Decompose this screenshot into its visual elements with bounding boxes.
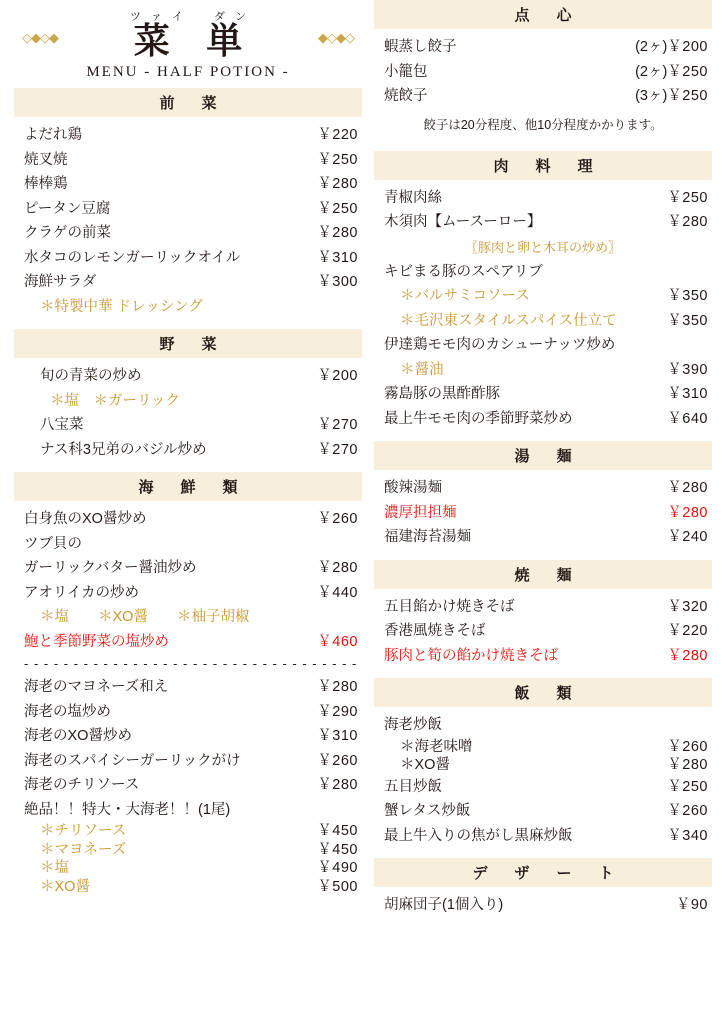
- menu-item-name: ＊チリソース: [40, 823, 127, 839]
- menu-item-name: 蟹レタス炒飯: [384, 803, 471, 819]
- menu-item-quantity: (3ヶ): [635, 88, 668, 104]
- menu-item-name: 五目炒飯: [384, 778, 442, 795]
- section-heading: 海 鮮 類: [14, 472, 362, 501]
- menu-item-row: [14, 630, 362, 655]
- menu-item-name: ＊特製中華 ドレッシング: [40, 298, 203, 315]
- menu-item-row: [374, 595, 712, 620]
- item-description: 〖豚肉と卵と木耳の炒め〗: [464, 239, 621, 255]
- menu-item-name: 福建海苔湯麺: [384, 529, 471, 545]
- menu-item-price: ￥200: [667, 39, 708, 55]
- menu-item-row: [14, 556, 362, 581]
- menu-item-name: 海老のXO醤炒め: [24, 728, 132, 744]
- menu-item-name: 酸辣湯麺: [384, 480, 442, 496]
- menu-item-name: 海老の塩炒め: [24, 703, 111, 720]
- menu-item-name: ＊塩 ＊XO醤 ＊柚子胡椒: [40, 609, 250, 625]
- menu-section: [14, 472, 362, 896]
- menu-item-price: ￥260: [317, 511, 358, 527]
- section-heading: 点 心: [374, 0, 712, 29]
- menu-item-price: ￥250: [317, 200, 358, 217]
- section-note: 餃子は20分程度、他10分程度かかります。: [423, 117, 663, 132]
- section-heading: デ ザ ー ト: [374, 858, 712, 887]
- menu-item-name: 蝦蒸し餃子: [384, 39, 457, 55]
- title-furigana: ツァイ ダン: [130, 11, 256, 23]
- menu-item-name: ツブ貝の: [24, 535, 82, 552]
- menu-item-name: 鮑と季節野菜の塩炒め: [24, 633, 169, 650]
- menu-item-row: [374, 824, 712, 849]
- menu-item-row: [374, 186, 712, 211]
- menu-item-row: [374, 525, 712, 550]
- menu-item-row: [14, 389, 362, 414]
- menu-item-price: ￥300: [317, 274, 358, 290]
- menu-item-price: ￥390: [667, 361, 708, 378]
- menu-item-row: [14, 364, 362, 389]
- menu-item-price: ￥290: [317, 703, 358, 720]
- menu-item-name: ＊塩: [40, 860, 69, 876]
- menu-item-row: [374, 738, 712, 757]
- menu-item-price: ￥350: [667, 312, 708, 329]
- menu-item-name: 絶品！！特大・大海老！！(1尾): [24, 801, 231, 818]
- menu-item-price: ￥280: [667, 757, 708, 773]
- menu-item-price: ￥200: [317, 368, 358, 384]
- menu-item-price: ￥260: [667, 803, 708, 819]
- menu-item-name: 伊達鶏モモ肉のカシューナッツ炒め: [384, 337, 616, 353]
- menu-item-name: 濃厚担担麺: [384, 504, 457, 521]
- menu-item-row: [14, 878, 362, 897]
- section-heading: 飯 類: [374, 678, 712, 707]
- menu-item-row: [14, 246, 362, 271]
- menu-item-row: [374, 501, 712, 526]
- menu-item-row: [14, 438, 362, 463]
- menu-item-name: 八宝菜: [40, 417, 84, 433]
- menu-item-name: 水タコのレモンガーリックオイル: [24, 249, 241, 266]
- menu-item-price: ￥260: [317, 752, 358, 769]
- menu-item-row: [14, 295, 362, 320]
- menu-item-price: ￥220: [667, 623, 708, 639]
- menu-item-name: 小籠包: [384, 63, 428, 80]
- menu-item-price: ￥220: [317, 127, 358, 143]
- menu-section: [14, 88, 362, 319]
- menu-item-row: [374, 260, 712, 285]
- menu-item-price: ￥350: [667, 288, 708, 304]
- menu-item-name: キビまる豚のスペアリブ: [384, 263, 543, 280]
- menu-item-name: ナス科3兄弟のバジル炒め: [40, 441, 207, 458]
- menu-header: [14, 0, 362, 88]
- menu-item-row: [374, 893, 712, 918]
- menu-item-row: [14, 700, 362, 725]
- menu-item-name: 豚肉と筍の餡かけ焼きそば: [384, 647, 558, 664]
- menu-item-name: 焼餃子: [384, 88, 428, 104]
- menu-item-price: ￥310: [317, 249, 358, 266]
- menu-item-price: ￥270: [317, 441, 358, 458]
- menu-item-row: [374, 619, 712, 644]
- menu-item-price: ￥340: [667, 827, 708, 844]
- menu-section: [374, 151, 712, 432]
- page-title: 菜 単: [133, 20, 255, 62]
- divider-dashed: - - - - - - - - - - - - - - - - - - - - - - - - - - - - - - - - - -: [24, 656, 358, 671]
- menu-item-price: ￥310: [667, 386, 708, 402]
- menu-item-price: ￥260: [667, 738, 708, 755]
- menu-item-name: 海老のチリソース: [24, 777, 140, 793]
- menu-item-name: 焼叉焼: [24, 151, 68, 168]
- menu-item-row: [374, 60, 712, 85]
- menu-item-row: [374, 284, 712, 309]
- menu-item-name: 木須肉【ムースーロー】: [384, 214, 542, 230]
- menu-item-price: ￥270: [317, 417, 358, 433]
- menu-item-name: 青椒肉絲: [384, 189, 442, 206]
- menu-item-name: 胡麻団子(1個入り): [384, 897, 504, 913]
- menu-item-row: [14, 270, 362, 295]
- menu-item-row: [374, 210, 712, 235]
- menu-item-quantity: (2ヶ): [635, 39, 668, 55]
- menu-item-name: 白身魚のXO醤炒め: [24, 511, 147, 527]
- menu-item-price: ￥460: [317, 633, 358, 650]
- menu-item-name: 旬の青菜の炒め: [40, 368, 142, 384]
- menu-item-row: [14, 749, 362, 774]
- menu-item-name: 香港風焼きそば: [384, 623, 486, 639]
- menu-item-name: ガーリックバター醤油炒め: [24, 560, 197, 576]
- menu-item-price: ￥250: [667, 189, 708, 206]
- menu-item-price: ￥490: [317, 860, 358, 876]
- menu-item-price: ￥250: [317, 151, 358, 168]
- menu-item-price: ￥280: [667, 504, 708, 521]
- menu-item-row: [374, 775, 712, 800]
- menu-item-name: ＊バルサミコソース: [400, 288, 530, 304]
- menu-item-name: 海老のマヨネーズ和え: [24, 679, 169, 695]
- menu-item-row: [374, 756, 712, 775]
- menu-item-row: [14, 197, 362, 222]
- menu-item-row: [374, 309, 712, 334]
- menu-item-name: ＊海老味噌: [400, 738, 473, 755]
- menu-item-price: ￥450: [317, 841, 358, 858]
- title-subtitle: MENU - HALF POTION -: [86, 63, 290, 80]
- decoration-right: ◆◇◆◇: [318, 30, 354, 45]
- menu-item-row: [374, 799, 712, 824]
- menu-item-name: よだれ鶏: [24, 127, 82, 143]
- menu-item-name: ＊毛沢東スタイルスパイス仕立て: [400, 312, 617, 329]
- menu-item-name: アオリイカの炒め: [24, 584, 139, 601]
- menu-item-name: クラゲの前菜: [24, 225, 111, 241]
- menu-item-name: ＊XO醤: [400, 757, 450, 773]
- menu-item-price: ￥280: [667, 214, 708, 230]
- menu-item-price: ￥90: [675, 897, 708, 913]
- menu-item-row: [14, 413, 362, 438]
- section-heading: 湯 麺: [374, 441, 712, 470]
- menu-item-row: [14, 532, 362, 557]
- menu-item-row: [14, 724, 362, 749]
- menu-item-price: ￥280: [317, 777, 358, 793]
- decoration-left: ◇◆◇◆: [22, 30, 58, 45]
- menu-item-name: 海鮮サラダ: [24, 274, 97, 290]
- menu-item-quantity: (2ヶ): [635, 63, 668, 80]
- menu-item-price: ￥280: [317, 560, 358, 576]
- menu-item-row: [14, 841, 362, 860]
- menu-item-price: ￥250: [667, 778, 708, 795]
- menu-item-row: [374, 35, 712, 60]
- menu-item-row: [14, 605, 362, 630]
- menu-item-name: 海老のスパイシーガーリックがけ: [24, 752, 241, 769]
- menu-item-row: [14, 822, 362, 841]
- menu-item-row: [14, 581, 362, 606]
- menu-section: [14, 329, 362, 462]
- menu-item-name: 霧島豚の黒酢酢豚: [384, 386, 500, 402]
- menu-section: [374, 441, 712, 550]
- menu-item-row: [374, 407, 712, 432]
- menu-item-name: ＊醤油: [400, 361, 444, 378]
- menu-item-row: [374, 713, 712, 738]
- menu-item-row: [374, 644, 712, 669]
- left-column: [14, 0, 362, 906]
- menu-section: [374, 560, 712, 669]
- menu-item-name: ＊塩 ＊ガーリック: [50, 392, 180, 409]
- menu-item-row: [14, 675, 362, 700]
- menu-item-row: [14, 123, 362, 148]
- menu-item-row: [374, 358, 712, 383]
- menu-item-price: ￥240: [667, 529, 708, 545]
- left-sections: [14, 88, 362, 896]
- menu-item-name: ピータン豆腐: [24, 200, 111, 217]
- section-heading: 肉 料 理: [374, 151, 712, 180]
- menu-item-row: [14, 172, 362, 197]
- right-column: [374, 0, 712, 928]
- menu-item-row: [374, 382, 712, 407]
- section-heading: 焼 麺: [374, 560, 712, 589]
- right-sections: [374, 0, 712, 918]
- menu-item-name: 五目餡かけ焼きそば: [384, 598, 515, 615]
- menu-item-price: ￥250: [667, 63, 708, 80]
- menu-item-price: ￥280: [317, 225, 358, 241]
- menu-item-name: 最上牛モモ肉の季節野菜炒め: [384, 410, 573, 427]
- menu-item-row: [14, 221, 362, 246]
- menu-item-row: [14, 148, 362, 173]
- menu-section: [374, 858, 712, 918]
- menu-item-price: ￥450: [317, 823, 358, 839]
- menu-item-row: [14, 773, 362, 798]
- menu-item-row: [374, 333, 712, 358]
- menu-section: [374, 0, 712, 141]
- menu-item-price: ￥500: [317, 878, 358, 895]
- menu-item-row: [374, 84, 712, 109]
- menu-item-row: [14, 859, 362, 878]
- menu-item-price: ￥280: [317, 679, 358, 695]
- menu-item-row: [14, 507, 362, 532]
- menu-item-price: ￥280: [667, 647, 708, 664]
- menu-item-price: ￥440: [317, 584, 358, 601]
- menu-item-price: ￥310: [317, 728, 358, 744]
- menu-section: [374, 678, 712, 848]
- menu-item-row: [14, 798, 362, 823]
- section-heading: 野 菜: [14, 329, 362, 358]
- menu-item-price: ￥280: [667, 480, 708, 496]
- menu-item-price: ￥640: [667, 410, 708, 427]
- menu-item-price: ￥280: [317, 176, 358, 192]
- menu-item-row: [374, 476, 712, 501]
- menu-item-price: ￥320: [667, 598, 708, 615]
- menu-item-name: 最上牛入りの焦がし黒麻炒飯: [384, 827, 573, 844]
- menu-item-name: 海老炒飯: [384, 717, 442, 733]
- section-heading: 前 菜: [14, 88, 362, 117]
- menu-item-name: 棒棒鶏: [24, 176, 68, 192]
- menu-item-name: ＊XO醤: [40, 878, 90, 895]
- menu-item-price: ￥250: [667, 88, 708, 104]
- menu-item-name: ＊マヨネーズ: [40, 841, 127, 858]
